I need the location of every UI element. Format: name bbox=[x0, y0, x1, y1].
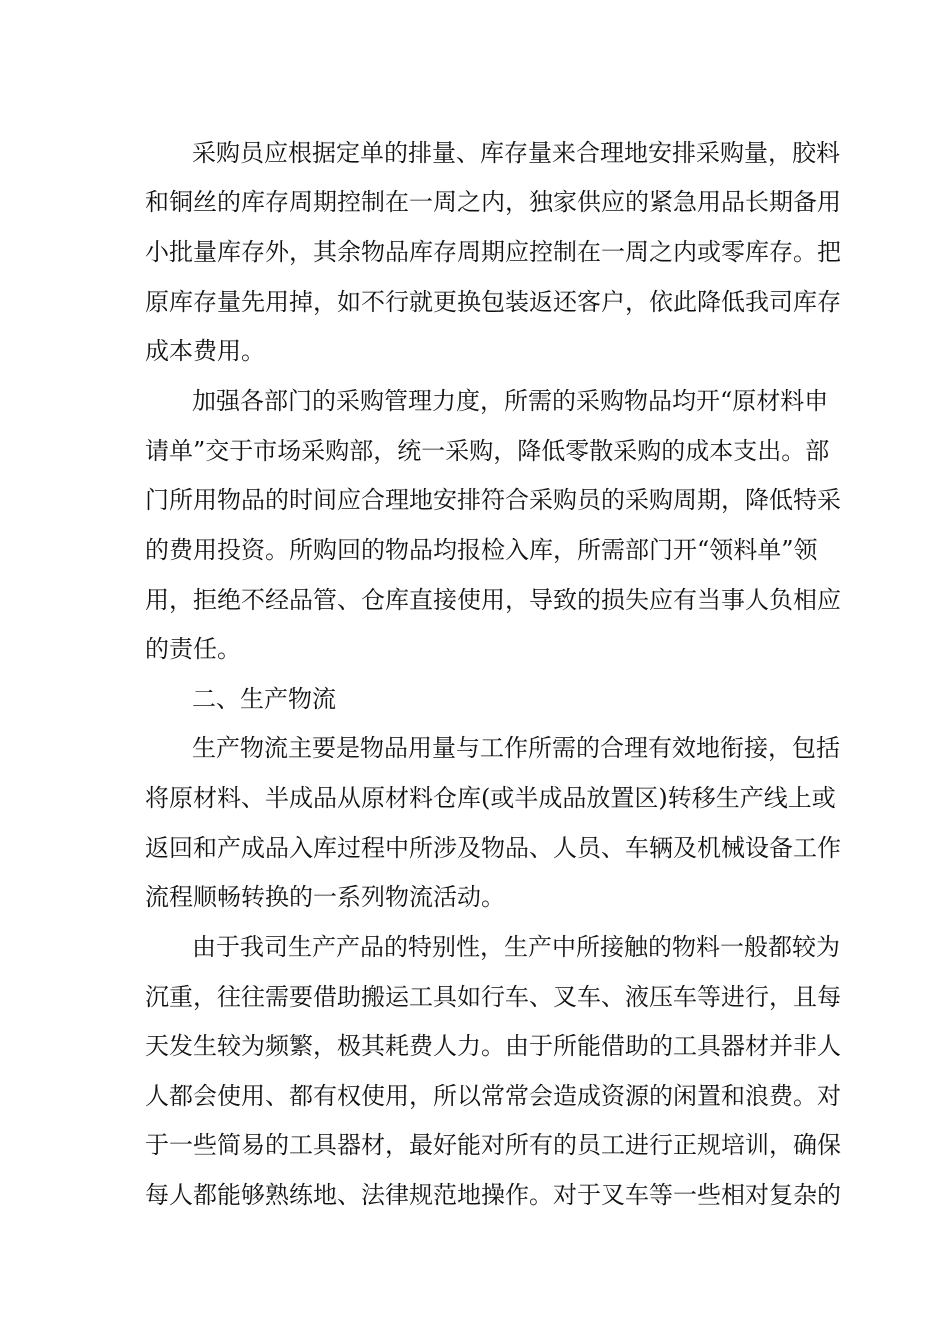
paragraph-line: 流程顺畅转换的一系列物流活动。 bbox=[145, 883, 505, 911]
paragraph-line: 沉重，往往需要借助搬运工具如行车、叉车、液压车等进行，且每 bbox=[145, 983, 841, 1011]
paragraph-line: 生产物流主要是物品用量与工作所需的合理有效地衔接，包括 bbox=[192, 734, 840, 762]
paragraph-line: 和铜丝的库存周期控制在一周之内，独家供应的紧急用品长期备用 bbox=[145, 188, 841, 216]
paragraph-line: 人都会使用、都有权使用，所以常常会造成资源的闲置和浪费。对 bbox=[145, 1082, 841, 1110]
paragraph-line: 由于我司生产产品的特别性，生产中所接触的物料一般都较为 bbox=[192, 933, 840, 961]
paragraph-line: 门所用物品的时间应合理地安排符合采购员的采购周期，降低特采 bbox=[145, 486, 841, 514]
paragraph-line: 于一些简易的工具器材，最好能对所有的员工进行正规培训，确保 bbox=[145, 1131, 841, 1159]
paragraph-line: 用，拒绝不经品管、仓库直接使用，导致的损失应有当事人负相应 bbox=[145, 586, 841, 614]
paragraph-line: 请单”交于市场采购部，统一采购，降低零散采购的成本支出。部 bbox=[145, 437, 830, 465]
paragraph-line: 的责任。 bbox=[145, 635, 241, 663]
paragraph-line: 加强各部门的采购管理力度，所需的采购物品均开“原材料申 bbox=[192, 387, 829, 415]
paragraph-line: 原库存量先用掉，如不行就更换包装返还客户，依此降低我司库存 bbox=[145, 288, 841, 316]
paragraph-line: 将原材料、半成品从原材料仓库(或半成品放置区)转移生产线上或 bbox=[145, 784, 836, 812]
paragraph-line: 每人都能够熟练地、法律规范地操作。对于叉车等一些相对复杂的 bbox=[145, 1181, 841, 1209]
paragraph-line: 成本费用。 bbox=[145, 337, 265, 365]
paragraph-line: 的费用投资。所购回的物品均报检入库，所需部门开“领料单”领 bbox=[145, 536, 818, 564]
paragraph-line: 返回和产成品入库过程中所涉及物品、人员、车辆及机械设备工作 bbox=[145, 834, 841, 862]
paragraph-line: 采购员应根据定单的排量、库存量来合理地安排采购量，胶料 bbox=[192, 139, 840, 167]
paragraph-line: 小批量库存外，其余物品库存周期应控制在一周之内或零库存。把 bbox=[145, 238, 841, 266]
section-heading: 二、生产物流 bbox=[192, 685, 336, 713]
paragraph-line: 天发生较为频繁，极其耗费人力。由于所能借助的工具器材并非人 bbox=[145, 1032, 841, 1060]
